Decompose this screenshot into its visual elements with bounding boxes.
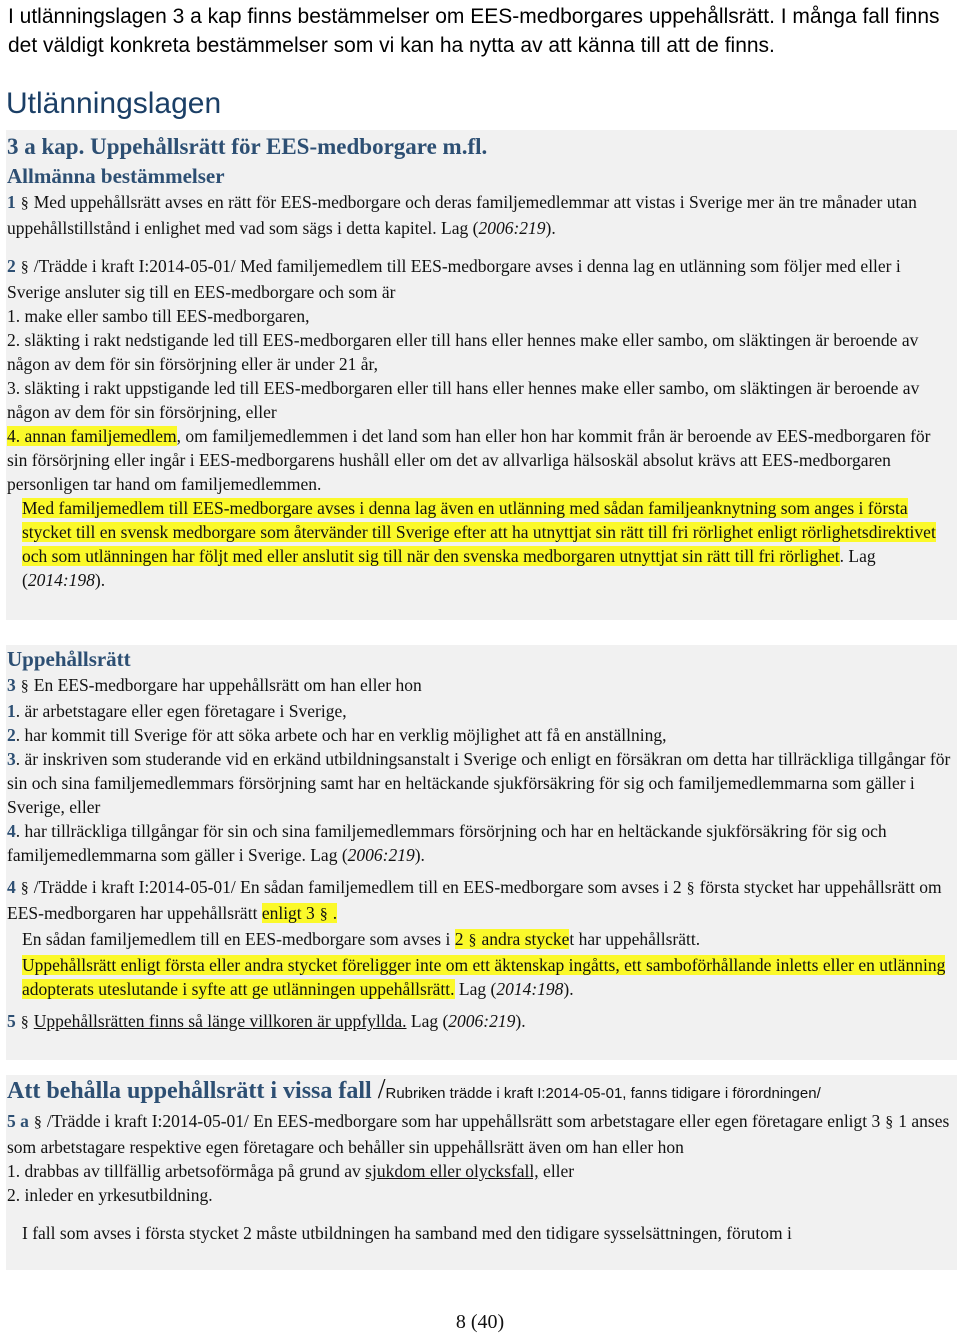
section-symbol-icon: § xyxy=(33,1114,42,1131)
section-heading-retain xyxy=(7,1075,953,1109)
paragraph-2 xyxy=(7,254,953,304)
section-symbol-icon: § xyxy=(20,880,29,897)
list-item-text: eller xyxy=(538,1161,575,1181)
list-item-4 xyxy=(7,424,953,496)
highlighted-fragment: . xyxy=(332,903,338,923)
highlighted-text xyxy=(262,903,337,923)
document-title: Utlänningslagen xyxy=(6,87,222,120)
list-item-text: . är inskriven som studerande vid en erkänd utbildningsanstalt i Sverige och enligt en försäkran om detta har tillräckliga tillgångar för sin och sina familjemedlemmars försörjning samt har en heltäckande sjukförsäkring för sig och familjemedlemmarna som gäller i Sverige, eller xyxy=(7,749,951,817)
section-heading-residence: Uppehållsrätt xyxy=(7,647,131,671)
heading-slash: / xyxy=(377,1074,386,1105)
paragraph-text: första stycket har uppehållsrätt om EES-medborgaren har uppehållsrätt xyxy=(7,877,942,923)
paragraph-text: /Trädde i kraft I:2014-05-01/ Med familjemedlem till EES-medborgare avses i denna lag en utlänning som följer med eller i Sverige ansluter sig till en EES-medborgare och som är xyxy=(7,256,901,302)
law-suffix: ). xyxy=(94,570,106,590)
paragraph-number[interactable]: 5 a xyxy=(7,1111,29,1131)
list-item-text: . har tillräckliga tillgångar för sin och sina familjemedlemmars försörjning och har en heltäckande sjukförsäkring för sig och familjemedlemmarna som gäller i Sverige. Lag ( xyxy=(7,821,887,865)
law-prefix: Lag ( xyxy=(406,1011,449,1031)
paragraph-number[interactable]: 1 xyxy=(7,192,16,212)
list-item-1: 1. make eller sambo till EES-medborgaren, xyxy=(7,306,310,326)
list-item-4 xyxy=(7,819,953,867)
paragraph-5a-second: I fall som avses i första stycket 2 måste utbildningen ha samband med den tidigare sysselsättningen, förutom i xyxy=(22,1223,792,1243)
paragraph-3 xyxy=(7,673,953,699)
list-item-text: . har kommit till Sverige för att söka arbete och har en verklig möjlighet att få en anställning, xyxy=(15,725,667,745)
section-symbol-icon: § xyxy=(20,259,29,276)
highlighted-fragment: enligt 3 xyxy=(261,903,315,923)
list-number: 4 xyxy=(7,821,16,841)
paragraph-text: /Trädde i kraft I:2014-05-01/ En EES-medborgare som har uppehållsrätt som arbetstagare eller egen företagare enligt 3 xyxy=(46,1111,881,1131)
highlighted-text xyxy=(455,929,570,949)
law-panel-retain xyxy=(6,1075,957,1270)
list-item-1 xyxy=(7,699,953,723)
list-item-2: 2. inleder en yrkesutbildning. xyxy=(7,1185,213,1205)
chapter-heading: 3 a kap. Uppehållsrätt för EES-medborgare m.fl. xyxy=(7,134,488,159)
paragraph-text: En EES-medborgare har uppehållsrätt om han eller hon xyxy=(33,675,422,695)
section-symbol-icon: § xyxy=(468,932,477,949)
section-symbol-icon: § xyxy=(20,1014,29,1031)
law-prefix: . Lag ( xyxy=(22,546,876,590)
paragraph-number[interactable]: 5 xyxy=(7,1011,16,1031)
heading-note: Rubriken trädde i kraft I:2014-05-01, fanns tidigare i förordningen/ xyxy=(385,1085,821,1102)
list-item-text: . är arbetstagare eller egen företagare i Sverige, xyxy=(15,701,347,721)
paragraph-4-third xyxy=(7,953,953,1001)
paragraph-text: 1 anses som arbetstagare respektive egen företagare och behåller sin uppehållsrätt även om han eller hon xyxy=(7,1111,950,1157)
list-item-text: 1. drabbas av tillfällig arbetsoförmåga på grund av xyxy=(7,1161,361,1181)
highlighted-fragment: andra stycke xyxy=(481,929,570,949)
list-item-3 xyxy=(7,747,953,819)
section-symbol-icon: § xyxy=(20,678,29,695)
list-item-text: , om familjemedlemmen i det land som han eller hon har kommit från är beroende av EES-medborgaren för sin försörjning eller ingår i EES-medborgarens hushåll eller om det av allvarliga hälsoskäl absolut krävs att EES-medborgaren personligen tar hand om familjemedlemmen. xyxy=(7,426,931,494)
paragraph-4-second xyxy=(7,927,953,953)
law-panel-residence xyxy=(6,645,957,1060)
law-suffix: ). xyxy=(515,1011,526,1031)
page-number: 8 (40) xyxy=(455,1311,505,1333)
law-reference[interactable]: 2006:219 xyxy=(347,845,415,865)
paragraph-number[interactable]: 4 xyxy=(7,877,16,897)
list-item-3: 3. släkting i rakt uppstigande led till EES-medborgaren eller till hans eller hennes make eller sambo, om släktingen är beroende av någon av dem för sin försörjning, eller xyxy=(7,378,920,422)
highlighted-text: Med familjemedlem till EES-medborgare avses i denna lag även en utlänning med sådan familjeanknytning som anges i första stycket till en svensk medborgare som återvänder till Sverige efter att ha utnyttjat sin rätt till fri rörlighet enligt rörlighetsdirektivet och som utlänningen har följt med eller anslutit sig till när den svenska medborgaren utnyttjat sin rätt till fri rörlighet xyxy=(22,498,936,566)
section-symbol-icon: § xyxy=(885,1114,894,1131)
list-number: 1 xyxy=(7,701,16,721)
list-item-2 xyxy=(7,723,953,747)
list-number: 2 xyxy=(7,725,16,745)
law-prefix: Lag ( xyxy=(454,979,497,999)
law-reference[interactable]: 2014:198 xyxy=(27,570,95,590)
law-panel-general xyxy=(6,130,957,620)
section-symbol-icon: § xyxy=(319,906,328,923)
highlighted-text: 4. annan familjemedlem xyxy=(7,426,177,446)
underlined-text: Uppehållsrätten finns så länge villkoren är uppfyllda. xyxy=(33,1011,407,1031)
paragraph-tail: ). xyxy=(545,218,556,238)
highlighted-paragraph xyxy=(7,496,953,592)
paragraph-5a xyxy=(7,1109,953,1159)
sjukdom-link[interactable]: sjukdom eller olycksfall, xyxy=(365,1161,539,1181)
paragraph-4 xyxy=(7,875,953,927)
paragraph-text: /Trädde i kraft I:2014-05-01/ En sådan familjemedlem till en EES-medborgare som avses i 2 xyxy=(33,877,682,897)
section-symbol-icon: § xyxy=(686,880,695,897)
list-item-2: 2. släkting i rakt nedstigande led till EES-medborgaren eller till hans eller hennes make eller sambo, om släktingen är beroende av någon av dem för sin försörjning eller är under 21 år, xyxy=(7,330,919,374)
paragraph-5 xyxy=(7,1009,953,1035)
law-reference[interactable]: 2014:198 xyxy=(496,979,564,999)
paragraph-1 xyxy=(7,190,953,240)
paragraph-text: Med uppehållsrätt avses en rätt för EES-medborgare och deras familjemedlemmar att vistas i Sverige mer än tre månader utan uppehållstillstånd i enlighet med vad som sägs i detta kapitel. Lag ( xyxy=(7,192,917,238)
paragraph-text: t har uppehållsrätt. xyxy=(569,929,701,949)
highlighted-fragment: 2 xyxy=(454,929,464,949)
list-number: 3 xyxy=(7,749,16,769)
law-suffix: ). xyxy=(414,845,425,865)
paragraph-text: En sådan familjemedlem till en EES-medborgare som avses i xyxy=(22,929,451,949)
section-heading-general: Allmänna bestämmelser xyxy=(7,164,225,188)
law-reference[interactable]: 2006:219 xyxy=(478,218,546,238)
paragraph-number[interactable]: 2 xyxy=(7,256,16,276)
heading-text: Att behålla uppehållsrätt i vissa fall xyxy=(7,1078,372,1104)
law-reference[interactable]: 2006:219 xyxy=(448,1011,516,1031)
section-symbol-icon: § xyxy=(20,195,29,212)
list-item-1 xyxy=(7,1159,953,1183)
highlighted-text: Uppehållsrätt enligt första eller andra stycket föreligger inte om ett äktenskap ingåtts, ett samboförhållande inletts eller en utlänning adopterats uteslutande i syfte att ge utlänningen uppehållsrätt. xyxy=(22,955,946,999)
paragraph-number[interactable]: 3 xyxy=(7,675,16,695)
intro-text: I utlänningslagen 3 a kap finns bestämmelser om EES-medborgares uppehållsrätt. I många fall finns det väldigt konkreta bestämmelser som vi kan ha nytta av att känna till att de finns. xyxy=(8,5,940,57)
law-suffix: ). xyxy=(563,979,574,999)
